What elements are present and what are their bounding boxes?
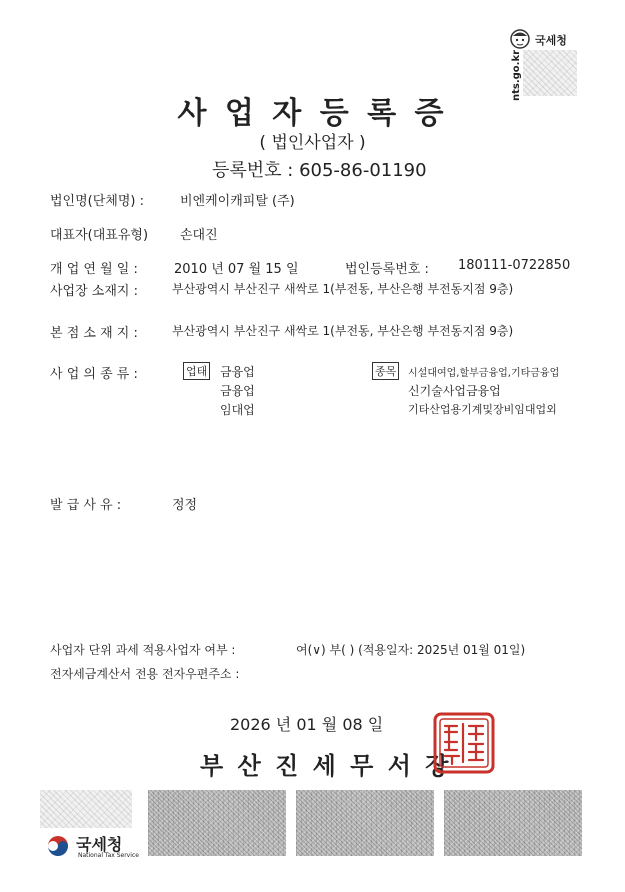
footer-agency-sub: National Tax Service [78,852,139,859]
open-date-label: 개 업 연 월 일 : [50,262,138,277]
unit-taxation-label: 사업자 단위 과세 적용사업자 여부 : [50,643,236,657]
official-seal-icon [433,712,495,774]
corp-name: 비엔케이캐피탈 (주) [180,194,295,209]
category-3: 임대업 [220,403,255,417]
corp-name-label: 법인명(단체명) : [50,194,145,209]
headquarters-address: 부산광역시 부산진구 새싹로 1(부전동, 부산은행 부전동지점 9층) [172,324,514,338]
registration-number: 605-86-01190 [299,160,427,181]
corp-reg-number: 180111-0722850 [458,258,571,273]
category-2: 금융업 [220,384,255,398]
item-2: 신기술사업금융업 [408,384,501,398]
security-pattern-2 [296,790,434,856]
item-3: 기타산업용기계및장비임대업외 [408,403,557,416]
issue-reason: 정정 [172,498,198,513]
taegeuk-logo-icon [46,834,70,858]
representative-name: 손대진 [180,228,218,243]
header-agency-name: 국세청 [535,34,567,47]
business-place-label: 사업장 소재지 : [50,284,138,299]
category-tag: 업태 [183,362,210,380]
representative-label: 대표자(대표유형) [50,228,149,243]
page-subtitle: ( 법인사업자 ) [259,133,366,153]
business-type-label: 사 업 의 종 류 : [50,367,138,382]
security-pattern-small [40,790,132,828]
issuer-name: 부 산 진 세 무 서 장 [200,752,452,780]
page-title: 사 업 자 등 록 증 [177,96,448,131]
open-date: 2010 년 07 월 15 일 [174,262,299,277]
unit-taxation-value: 여(∨) 부( ) (적용일자: 2025년 01월 01일) [296,643,526,657]
footer-logo [46,832,156,862]
nts-mascot-icon [509,28,531,50]
footer-agency-name: 국세청 [76,835,123,854]
item-1: 시설대여업,할부금융업,기타금융업 [408,368,560,379]
corp-reg-label: 법인등록번호 : [345,262,429,277]
item-tag: 종목 [372,362,399,380]
issue-date: 2026 년 01 월 08 일 [230,715,384,734]
registration-number-row [212,156,427,182]
security-pattern-3 [444,790,582,856]
headquarters-label: 본 점 소 재 지 : [50,326,138,341]
header-site-url: nts.go.kr [511,49,523,102]
business-place-address: 부산광역시 부산진구 새싹로 1(부전동, 부산은행 부전동지점 9층) [172,282,514,296]
category-1: 금융업 [220,365,255,379]
issue-reason-label: 발 급 사 유 : [50,498,122,513]
einvoice-email-label: 전자세금계산서 전용 전자우편주소 : [50,667,240,681]
security-pattern-1 [148,790,286,856]
registration-label: 등록번호 : [212,160,294,181]
